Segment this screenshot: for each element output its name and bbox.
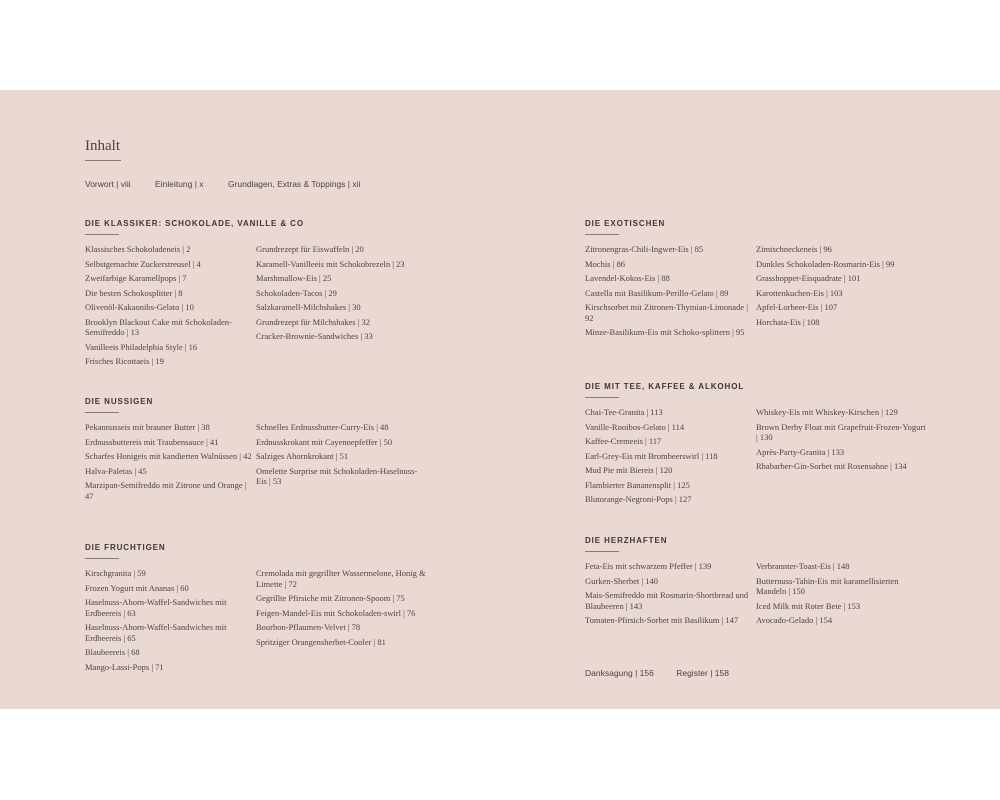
toc-entry[interactable]: Bourbon-Pflaumen-Velvet | 78 [256,622,361,632]
toc-entry[interactable]: Kaffee-Cremeeis | 117 [585,436,662,446]
toc-entry[interactable]: Whiskey-Eis mit Whiskey-Kirschen | 129 [756,407,898,417]
section-heading: DIE HERZHAFTEN [585,536,668,545]
toc-entry[interactable]: Erdnussbuttereis mit Traubensauce | 41 [85,436,219,447]
toc-entry[interactable]: Verbrannter-Toast-Eis | 148 [756,561,850,571]
toc-column [756,244,927,342]
toc-entry[interactable]: Tomaten-Pfirsich-Sorbet mit Basilikum | 147 [585,615,739,625]
toc-column [256,422,427,505]
toc-column [585,407,756,509]
toc-entry[interactable]: Lavendel-Kokos-Eis | 88 [585,273,670,283]
toc-entry[interactable]: Cremolada mit gegrillter Wassermelone, Honig & Limette | 72 [256,568,426,589]
toc-entry[interactable]: Vanilleeis Philadelphia Style | 16 [85,341,198,352]
section-columns [585,561,927,630]
end-matter-item[interactable]: Danksagung | 156 [585,668,654,678]
section-heading: DIE KLASSIKER: SCHOKOLADE, VANILLE & CO [85,219,304,228]
toc-entry[interactable]: Zweifarbige Karamellpops | 7 [85,273,187,283]
section-columns [585,407,927,509]
toc-entry[interactable]: Grundrezept für Eiswaffeln | 20 [256,244,364,254]
section-heading: DIE EXOTISCHEN [585,219,666,228]
end-matter-item[interactable]: Register | 158 [676,668,729,678]
section-heading: DIE MIT TEE, KAFFEE & ALKOHOL [585,382,745,391]
toc-entry[interactable]: Karamell-Vanilleeis mit Schokobrezeln | 23 [256,258,405,269]
toc-entry[interactable]: Mango-Lassi-Pops | 71 [85,661,164,672]
toc-column [85,568,256,676]
toc-entry[interactable]: Avocado-Gelado | 154 [756,615,833,625]
toc-entry[interactable]: Mais-Semifreddo mit Rosmarin-Shortbread und Blaubeeren | 143 [585,590,749,611]
toc-entry[interactable]: Zimtschneckeneis | 96 [756,244,832,254]
toc-entry[interactable]: Brown Derby Float mit Grapefruit-Frozen-Yogurt | 130 [756,421,926,442]
toc-entry[interactable]: Minze-Basilikum-Eis mit Schoko-splittern | 95 [585,327,745,337]
section-columns [85,422,427,505]
section-tee-kaffee-alkohol [585,382,927,509]
toc-entry[interactable]: Haselnuss-Ahorn-Waffel-Sandwiches mit Erdbeereis | 63 [85,597,227,618]
toc-entry[interactable]: Apfel-Lorbeer-Eis | 107 [756,302,838,312]
toc-entry[interactable]: Frisches Ricottaeis | 19 [85,356,164,366]
toc-entry[interactable]: Kirschgranita | 59 [85,568,146,578]
section-heading: DIE FRUCHTIGEN [85,543,166,552]
toc-column [585,244,756,342]
end-matter [585,668,749,678]
section-fruchtigen [85,543,427,676]
toc-entry[interactable]: Mud Pie mit Biereis | 120 [585,465,673,475]
toc-entry[interactable]: Vanille-Rooibos-Gelato | 114 [585,421,685,432]
toc-entry[interactable]: Haselnuss-Ahorn-Waffel-Sandwiches mit Erdbeereis | 65 [85,622,227,643]
section-nussigen [85,397,427,505]
toc-entry[interactable]: Rhabarber-Gin-Sorbet mit Rosensahne | 134 [756,461,907,471]
toc-entry[interactable]: Butternuss-Tahin-Eis mit karamellisierten Mandeln | 150 [756,575,899,596]
toc-entry[interactable]: Olivenöl-Kakaonibs-Gelato | 10 [85,302,194,312]
section-underline [85,558,119,559]
toc-entry[interactable]: Earl-Grey-Eis mit Brombeerswirl | 118 [585,450,718,461]
toc-entry[interactable]: Blaubeereis | 68 [85,647,140,657]
toc-entry[interactable]: Chai-Tee-Granita | 113 [585,407,663,417]
page-title: Inhalt [85,138,120,154]
toc-entry[interactable]: Mochis | 86 [585,258,625,269]
toc-entry[interactable]: Feta-Eis mit schwarzem Pfeffer | 139 [585,561,712,571]
toc-entry[interactable]: Blutorange-Negroni-Pops | 127 [585,494,692,504]
toc-entry[interactable]: Karottenkuchen-Eis | 103 [756,287,843,298]
toc-entry[interactable]: Kirschsorbet mit Zitronen-Thymian-Limonade | 92 [585,302,748,323]
section-exotischen [585,219,927,342]
toc-column [85,244,256,371]
toc-entry[interactable]: Marshmallow-Eis | 25 [256,273,332,283]
toc-entry[interactable]: Grundrezept für Milchshakes | 32 [256,316,371,327]
toc-entry[interactable]: Pekannusseis mit brauner Butter | 38 [85,422,210,432]
toc-column [256,568,427,676]
toc-entry[interactable]: Klassisches Schokoladeneis | 2 [85,244,191,254]
toc-entry[interactable]: Omelette Surprise mit Schokoladen-Haselnuss-Eis | 53 [256,465,418,486]
toc-entry[interactable]: Après-Party-Granita | 133 [756,446,845,457]
section-underline [85,412,119,413]
front-matter-item[interactable]: Grundlagen, Extras & Toppings | xii [227,179,361,189]
toc-entry[interactable]: Cracker-Brownie-Sandwiches | 33 [256,331,373,341]
toc-entry[interactable]: Zitronengras-Chili-Ingwer-Eis | 85 [585,244,704,254]
section-underline [585,234,619,235]
toc-page [0,90,1000,709]
section-underline [585,397,619,398]
toc-entry[interactable]: Die besten Schokosplitter | 8 [85,287,183,298]
toc-column [256,244,427,371]
title-underline [85,160,121,161]
toc-entry[interactable]: Flambierter Bananensplit | 125 [585,479,690,490]
toc-entry[interactable]: Castella mit Basilikum-Perillo-Gelato | 89 [585,287,729,298]
section-klassiker [85,219,427,371]
toc-column [585,561,756,630]
toc-entry[interactable]: Dunkles Schokoladen-Rosmarin-Eis | 99 [756,258,895,269]
toc-entry[interactable]: Feigen-Mandel-Eis mit Schokoladen-swirl | 76 [256,607,416,618]
toc-entry[interactable]: Halva-Paletas | 45 [85,465,147,476]
section-underline [585,551,619,552]
front-matter-item[interactable]: Vorwort | viii [85,179,131,189]
section-columns [85,244,427,371]
section-underline [85,234,119,235]
toc-entry[interactable]: Horchata-Eis | 108 [756,316,820,327]
front-matter-item[interactable]: Einleitung | x [155,179,204,189]
toc-column [756,561,927,630]
toc-entry[interactable]: Grasshopper-Eisquadrate | 101 [756,273,861,283]
toc-entry[interactable]: Brooklyn Blackout Cake mit Schokoladen-Semifreddo | 13 [85,316,232,337]
toc-column [756,407,927,509]
toc-entry[interactable]: Schnelles Erdnussbutter-Curry-Eis | 48 [256,422,389,432]
section-herzhaften [585,536,927,630]
section-heading: DIE NUSSIGEN [85,397,154,406]
toc-entry[interactable]: Scharfes Honigeis mit kandierten Walnüssen | 42 [85,451,252,461]
toc-entry[interactable]: Erdnusskrokant mit Cayennepfeffer | 50 [256,436,393,447]
section-columns [85,568,427,676]
toc-entry[interactable]: Frozen Yogurt mit Ananas | 60 [85,582,189,593]
toc-entry[interactable]: Gurken-Sherbet | 140 [585,575,658,586]
toc-column [85,422,256,505]
toc-entry[interactable]: Salzkaramell-Milchshakes | 30 [256,302,361,312]
toc-entry[interactable]: Spritziger Orangensherbet-Cooler | 81 [256,636,386,647]
toc-entry[interactable]: Selbstgemachte Zuckerstreusel | 4 [85,258,201,269]
toc-entry[interactable]: Iced Milk mit Roter Bete | 153 [756,600,861,611]
toc-entry[interactable]: Salziges Ahornkrokant | 51 [256,451,349,461]
toc-entry[interactable]: Gegrillte Pfirsiche mit Zitronen-Spoom | 75 [256,593,405,603]
toc-entry[interactable]: Schokoladen-Tacos | 29 [256,287,337,298]
toc-entry[interactable]: Marzipan-Semifreddo mit Zitrone und Orange | 47 [85,480,247,501]
front-matter [85,179,382,189]
section-columns [585,244,927,342]
